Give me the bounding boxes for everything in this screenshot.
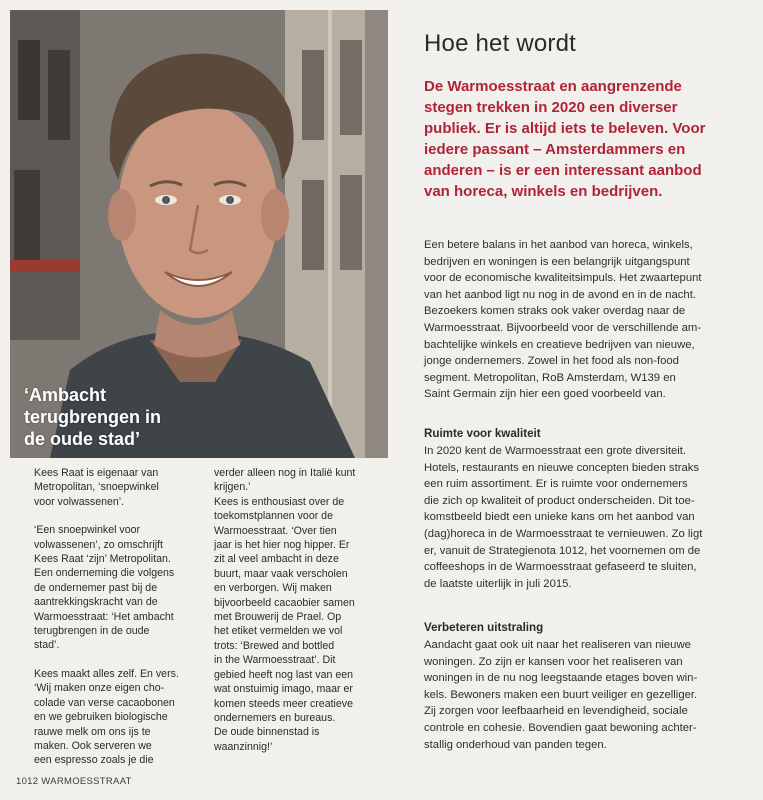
- pull-quote: ‘Ambacht terugbrengen in de oude stad’: [24, 385, 162, 449]
- article-paragraph: Aandacht gaat ook uit naar het realiseren van nieuwe woningen. Zo zijn er kansen voor het realiseren van woningen in de nu nog leegstaande etages boven win- kels. Bewoners maken een buurt veiliger en gezelliger. Zij zorgen voor leefbaarheid en levendigheid, sociale controle en cohesie. Bovendien gaat bewoning achter- stallig onderhoud van panden tegen.: [424, 639, 698, 751]
- profile-paragraph: verder alleen nog in Italië kunt krijgen.’: [214, 467, 356, 494]
- page-footer: 1012 WARMOESSTRAAT: [16, 776, 132, 787]
- profile-column-1: [34, 466, 212, 768]
- profile-paragraph: Kees maakt alles zelf. En vers. ‘Wij maken onze eigen cho- colade van verse cacaobonen en we gebruiken biologische rauwe melk om ons ijs te maken. Ook serveren we een espresso zoals je die: [34, 667, 179, 767]
- section-heading: Verbeteren uitstraling: [424, 621, 544, 634]
- article-title: Hoe het wordt: [424, 30, 577, 57]
- profile-column-2: [214, 466, 386, 754]
- article-column: [424, 30, 750, 202]
- article-paragraph: In 2020 kent de Warmoesstraat een grote diversiteit. Hotels, restaurants en nieuwe concepten bieden straks een ruim assortiment. Er is ruimte voor ondernemers die zich op kwaliteit of product onderscheiden. Dit toe- komstbeeld biedt een unieke kans om het aanbod van (dag)horeca in de Warmoesstraat te vernieuwen. Zo ligt er, vanuit de Strategienota 1012, het voornemen om de coffeeshops in de Warmoesstraat gefaseerd te sluiten, de laatste uiterlijk in juli 2015.: [424, 445, 703, 590]
- profile-paragraph: Kees is enthousiast over de toekomstplannen voor de Warmoesstraat. ‘Over tien jaar is het hier nog hipper. Er zit al veel ambacht in deze buurt, maar vaak verscholen en verborgen. Wij maken bijvoorbeeld cacaobier samen met Brouwerij de Prael. Op het etiket vermelden we vol trots: ‘Brewed and bottled in the Warmoesstraat’. Dit gebied heeft nog last van een wat onstuimig imago, maar er komen steeds meer creatieve ondernemers en bureaus. De oude binnenstad is waanzinnig!’: [214, 495, 355, 753]
- portrait-photo: [10, 10, 388, 458]
- profile-intro: Kees Raat is eigenaar van Metropolitan, ‘snoepwinkel voor volwassenen’.: [34, 467, 159, 508]
- section-heading: Ruimte voor kwaliteit: [424, 427, 541, 440]
- article-intro: De Warmoesstraat en aangrenzende stegen trekken in 2020 een diverser publiek. Er is altijd iets te beleven. Voor iedere passant – Amsterdammers en anderen – is er een interessant aanbod van horeca, winkels en bedrijven.: [424, 78, 706, 200]
- profile-paragraph: ‘Een snoepwinkel voor volwassenen’, zo omschrijft Kees Raat ‘zijn’ Metropolitan. Een onderneming die volgens de ondernemer past bij de aantrekkingskracht van de Warmoesstraat: ‘Het ambacht terugbrengen in de oude stad’.: [34, 524, 175, 652]
- article-paragraph: Een betere balans in het aanbod van horeca, winkels, bedrijven en woningen is een belangrijk uitgangspunt voor de economische kwaliteitsimpuls. Het zwaartepunt van het aanbod ligt nu nog in de avond en in de nacht. Bezoekers komen straks ook vaker overdag naar de Warmoesstraat. Bijvoorbeeld voor de verschillende am- bachtelijke winkels en creatieve bedrijven van nieuwe, jonge ondernemers. Zowel in het food als non-food segment. Metropolitan, RoB Amsterdam, W139 en Saint Germain zijn hier een goed voorbeeld van.: [424, 239, 702, 401]
